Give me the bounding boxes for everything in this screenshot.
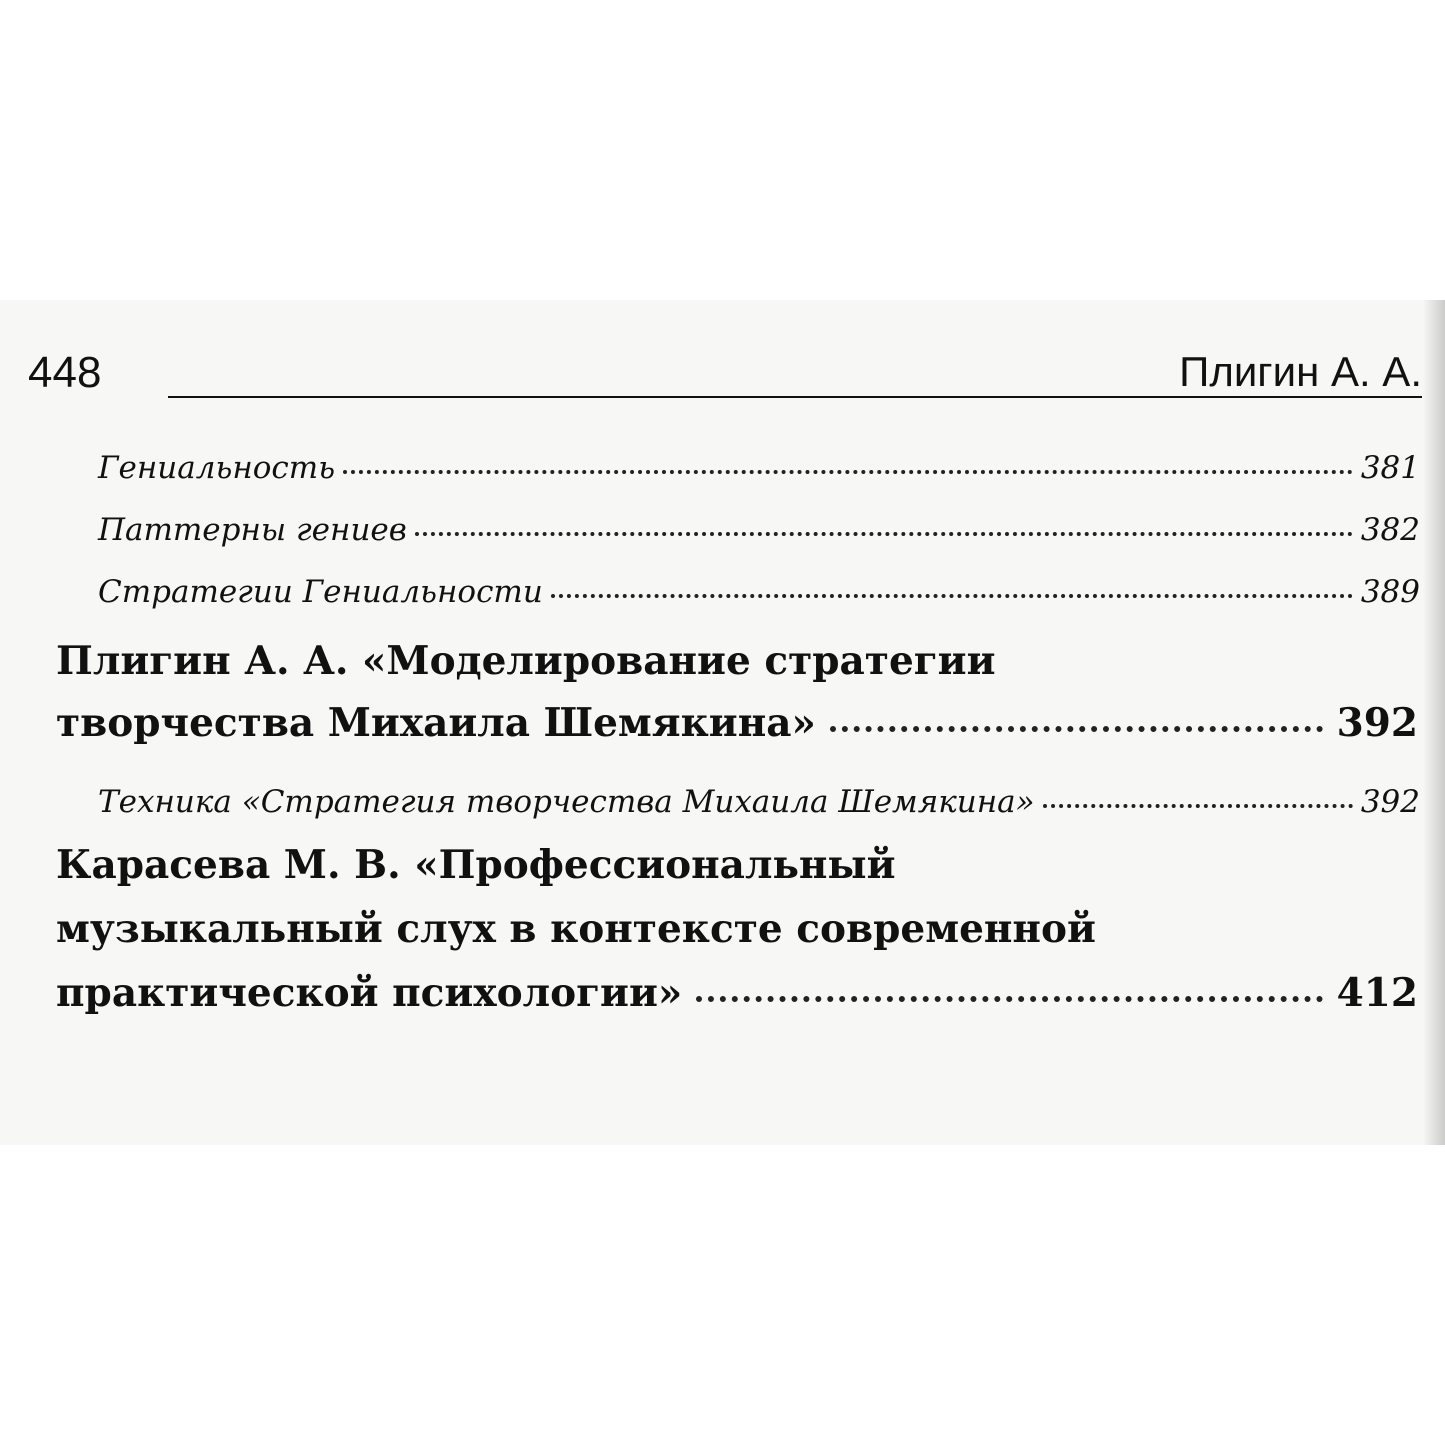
page-header: [28, 342, 1422, 402]
toc-entry-page: 381: [1360, 450, 1420, 486]
toc-entry: [98, 574, 1420, 610]
dot-leader: [551, 594, 1353, 598]
page-edge-shadow: [1423, 300, 1445, 1145]
toc-main-entry-line: Плигин А. А. «Моделирование стратегии: [56, 638, 996, 684]
toc-entry-page: 412: [1336, 970, 1418, 1016]
toc-entry-title: Гениальность: [98, 450, 336, 486]
dot-leader: [343, 470, 1353, 474]
toc-entry-title: Стратегии Гениальности: [98, 574, 543, 610]
toc-entry-page: 389: [1360, 574, 1420, 610]
toc-entry-title: практической психологии»: [56, 970, 683, 1016]
header-rule: [168, 396, 1422, 398]
toc-entry-title: Паттерны гениев: [98, 512, 407, 548]
toc-entry-title: творчества Михаила Шемякина»: [56, 700, 816, 746]
toc-main-entry-last-line: [56, 700, 1418, 746]
toc-main-entry-line: Карасева М. В. «Профессиональный: [56, 842, 896, 888]
dot-leader: [696, 996, 1322, 1002]
toc-entry: [98, 784, 1420, 820]
toc-entry-title: Техника «Стратегия творчества Михаила Шемякина»: [98, 784, 1035, 820]
dot-leader: [1043, 804, 1353, 808]
dot-leader: [830, 726, 1323, 732]
toc-entry-page: 392: [1360, 784, 1420, 820]
toc-entry: [98, 450, 1420, 486]
toc-main-entry-last-line: [56, 970, 1418, 1016]
toc-main-entry-line: музыкальный слух в контексте современной: [56, 906, 1096, 952]
running-head: Плигин А. А.: [1179, 348, 1422, 395]
page-number: 448: [28, 348, 102, 397]
toc-entry-page: 392: [1336, 700, 1418, 746]
toc-entry-page: 382: [1360, 512, 1420, 548]
book-page: [0, 300, 1445, 1145]
dot-leader: [415, 532, 1353, 536]
toc-entry: [98, 512, 1420, 548]
